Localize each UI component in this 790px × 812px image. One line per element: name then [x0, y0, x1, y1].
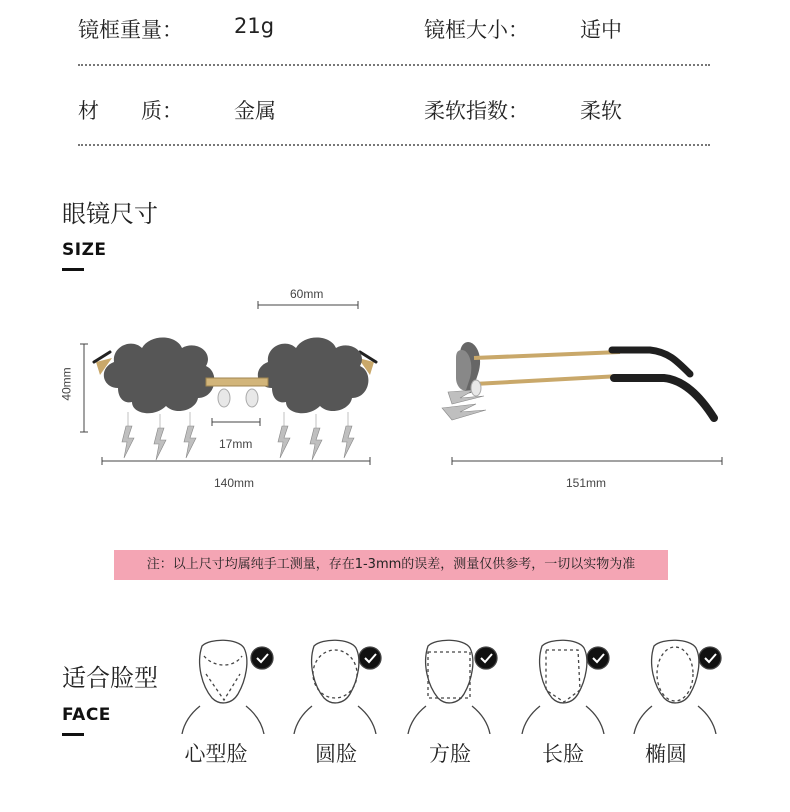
face-section-title: 适合脸型	[62, 664, 158, 692]
spec-label-material: 材 质：	[78, 99, 183, 123]
face-heart-icon	[182, 640, 273, 734]
divider	[78, 64, 710, 66]
section-underline	[62, 268, 84, 271]
lens-height-dimension	[80, 344, 88, 432]
lens-height-label: 40mm	[59, 367, 74, 401]
size-section-title: 眼镜尺寸	[62, 200, 158, 228]
lens-right	[258, 338, 369, 414]
spec-label-softness: 柔软指数：	[424, 99, 529, 123]
face-label-round: 圆脸	[315, 742, 357, 766]
face-round-icon	[294, 640, 381, 734]
spec-value-material: 金属	[234, 99, 276, 123]
temple-length-label: 151mm	[566, 476, 607, 490]
face-section-subtitle: FACE	[62, 705, 111, 725]
size-section-subtitle: SIZE	[62, 240, 107, 260]
spec-value-weight: 21g	[234, 14, 275, 38]
face-oval-icon	[634, 640, 721, 734]
face-label-heart: 心型脸	[184, 742, 248, 766]
frame-width-label: 140mm	[214, 476, 255, 490]
face-label-oval: 椭圆	[645, 742, 687, 766]
lens-left	[104, 338, 215, 414]
measurement-note: 注：以上尺寸均属纯手工测量，存在1-3mm的误差，测量仅供参考，一切以实物为准	[114, 550, 668, 580]
face-label-square: 方脸	[429, 742, 471, 766]
lightning-charms	[122, 412, 354, 460]
bridge-dimension	[212, 418, 260, 426]
lens-width-label: 60mm	[290, 287, 324, 301]
lens-width-dimension	[258, 301, 358, 309]
glasses-front-view	[0, 280, 790, 480]
glasses-side-view	[442, 342, 714, 420]
face-sketches	[180, 634, 740, 734]
face-label-long: 长脸	[542, 742, 584, 766]
spec-label-weight: 镜框重量：	[78, 18, 183, 42]
spec-value-softness: 柔软	[580, 99, 622, 123]
divider	[78, 144, 710, 146]
spec-label-size: 镜框大小：	[424, 18, 529, 42]
spec-value-size: 适中	[580, 18, 622, 42]
face-square-icon	[408, 640, 497, 734]
face-long-icon	[522, 640, 609, 734]
temple-length-dimension	[452, 457, 722, 465]
frame-width-dimension	[102, 457, 370, 465]
bridge-label: 17mm	[219, 437, 253, 451]
bridge	[206, 378, 268, 386]
section-underline	[62, 733, 84, 736]
